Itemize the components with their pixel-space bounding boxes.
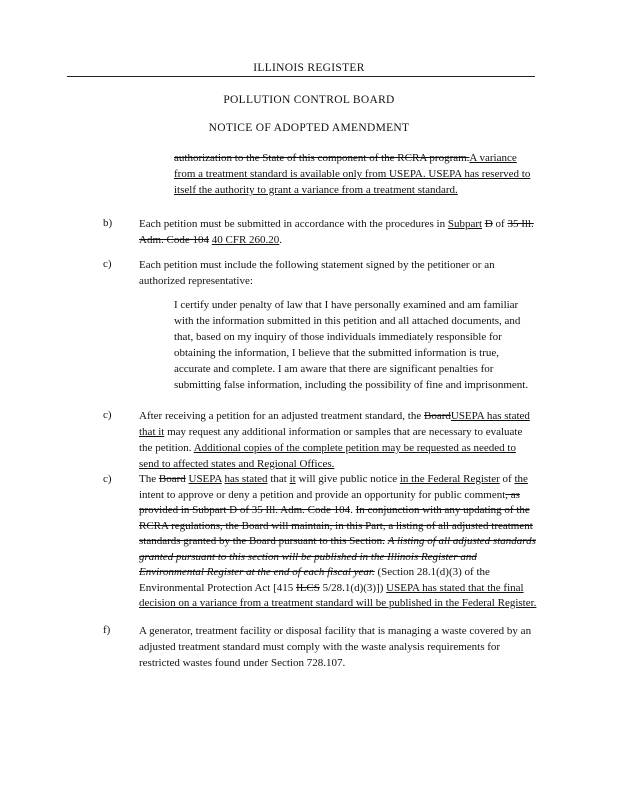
deleted-text: , as provided in Subpart D of 35 Ill. Adm. Code 104 (139, 488, 520, 516)
inserted-text: Additional copies of the complete petition may be requested as needed to send to affected states and Regional Offices. (139, 442, 516, 470)
board-title: POLLUTION CONTROL BOARD (223, 94, 395, 106)
text-run: 5/28.1(d)(3)]) (319, 581, 387, 594)
text-run: of (499, 473, 515, 485)
text-run: The (139, 473, 159, 485)
subsection-f-text: A generator, treatment facility or disposal facility that is managing a waste covered by an adjusted treatment standard must comply with the waste analysis requirements for restricted wastes found under Section 728.107. (139, 625, 532, 669)
subsection-label-b: b) (103, 217, 113, 229)
deleted-italic-text: A listing of all adjusted standards granted pursuant to this section will be published in the Illinois Register and Environmental Register at the end of each fiscal year. (139, 535, 536, 578)
deleted-text: 35 Ill. Adm. Code 104 (139, 218, 534, 246)
text-run: may request any additional information or samples that are necessary to evaluate the petition. (139, 426, 523, 454)
subsection-b-text (139, 216, 537, 248)
subsection-c1-text: Each petition must include the following statement signed by the petitioner or an authorized representative: (139, 259, 495, 287)
text-run: After receiving a petition for an adjusted treatment standard, the (139, 410, 424, 422)
subsection-c2-text (139, 408, 537, 472)
inserted-text: A variance from a treatment standard is available only from USEPA. USEPA has reserved to itself the authority to grant a variance from a treatment standard. (174, 152, 531, 196)
inserted-text: USEPA has stated that it (139, 410, 530, 438)
subsection-label-c1: c) (103, 258, 112, 270)
deleted-text: Board (423, 410, 451, 422)
text-run: Each petition must be submitted in accordance with the procedures in (139, 218, 448, 230)
inserted-text: the (514, 473, 528, 485)
subsection-label-c3: c) (103, 473, 112, 485)
subsection-label-f: f) (103, 624, 111, 636)
inserted-text: USEPA (188, 473, 222, 485)
deleted-text: authorization to the State of this component of the RCRA program. (174, 152, 470, 164)
inserted-text: has stated (224, 473, 268, 485)
register-title: ILLINOIS REGISTER (253, 62, 365, 74)
text-run: intent to approve or deny a petition and provide an opportunity for public comment (139, 488, 506, 501)
deleted-text: Board (158, 473, 186, 485)
text-run: (Section 28.1(d)(3) of the Environmental Protection Act [415 (139, 566, 490, 594)
deleted-text: ILCS (296, 581, 320, 594)
text-run: that (267, 473, 290, 485)
text-run: . (279, 234, 283, 246)
text-run: of (492, 218, 508, 230)
deleted-text: In conjunction with any updating of the RCRA regulations, the Board will maintain, in this Part, a listing of all adjusted treatment standards granted by the Board pursuant to this Section. (139, 504, 533, 547)
text-run: . (350, 504, 356, 516)
header-rule (67, 76, 535, 77)
certification-quote: I certify under penalty of law that I have personally examined and am familiar with the information submitted in this petition and all attached documents, and that, based on my inquiry of those individuals immediately responsible for obtaining the information, I believe that the submitted information is true, accurate and complete. I am aware that there are significant penalties for submitting false information, including the possibility of fine and imprisonment. (174, 299, 529, 391)
intro-paragraph (174, 150, 536, 198)
inserted-text: in the Federal Register (399, 473, 500, 485)
inserted-text: 40 CFR 260.20 (211, 234, 280, 246)
subsection-c3-text (139, 472, 537, 612)
inserted-text: it (289, 473, 296, 485)
text-run: will give public notice (295, 473, 400, 485)
inserted-text: Subpart (447, 218, 483, 230)
subsection-label-c2: c) (103, 409, 112, 421)
notice-title: NOTICE OF ADOPTED AMENDMENT (208, 122, 410, 134)
deleted-text: D (484, 218, 493, 230)
inserted-text: USEPA has stated that the final decision on a variance from a treatment standard will be published in the Federal Register. (139, 581, 537, 609)
